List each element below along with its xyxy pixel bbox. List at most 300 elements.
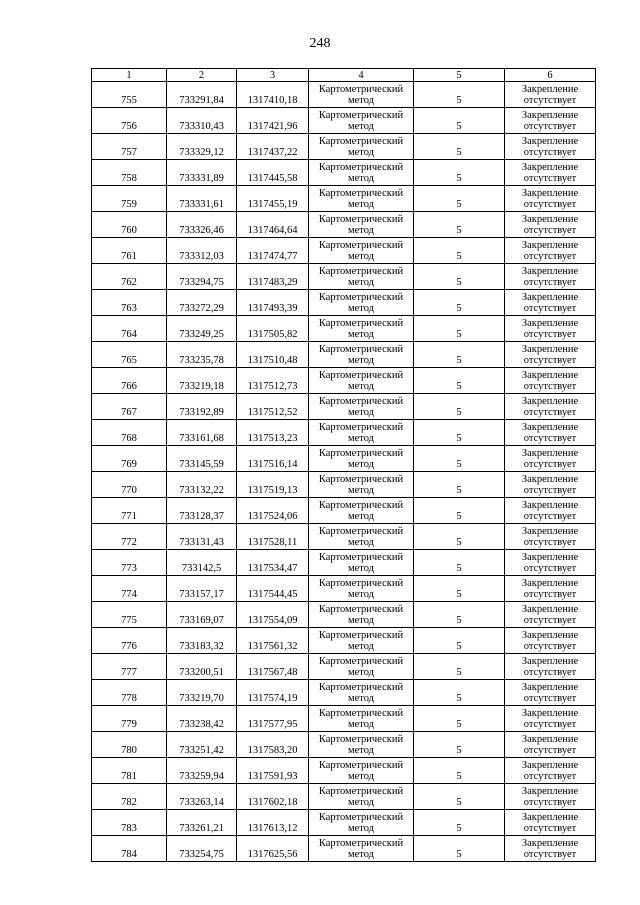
cell-x-coordinate: 733161,68 (167, 420, 237, 446)
cell-method (309, 810, 414, 836)
cell-fixing (505, 160, 596, 186)
cell-fixing-line2: отсутствует (523, 458, 577, 470)
cell-fixing (505, 108, 596, 134)
cell-y-coordinate: 1317512,52 (237, 394, 309, 420)
cell-method-line2: метод (347, 250, 375, 262)
cell-fixing-line2: отсутствует (523, 692, 577, 704)
cell-accuracy: 5 (414, 134, 505, 160)
cell-y-coordinate: 1317544,45 (237, 576, 309, 602)
cell-x-coordinate: 733128,37 (167, 498, 237, 524)
cell-fixing (505, 498, 596, 524)
cell-method-line2: метод (347, 770, 375, 782)
cell-y-coordinate: 1317554,09 (237, 602, 309, 628)
cell-fixing-line2: отсутствует (523, 562, 577, 574)
table-row (92, 394, 596, 420)
cell-fixing-line1: Закрепление (521, 525, 579, 537)
cell-method (309, 576, 414, 602)
cell-fixing-line1: Закрепление (521, 473, 579, 485)
table-row (92, 342, 596, 368)
cell-fixing-line1: Закрепление (521, 655, 579, 667)
cell-y-coordinate: 1317455,19 (237, 186, 309, 212)
column-header-3: 3 (237, 69, 309, 82)
cell-x-coordinate: 733157,17 (167, 576, 237, 602)
cell-fixing (505, 316, 596, 342)
table-row (92, 810, 596, 836)
cell-method-line2: метод (347, 796, 375, 808)
cell-y-coordinate: 1317591,93 (237, 758, 309, 784)
cell-fixing-line1: Закрепление (521, 759, 579, 771)
table-row (92, 186, 596, 212)
table-row (92, 758, 596, 784)
cell-method-line1: Картометрический (318, 707, 404, 719)
cell-fixing-line2: отсутствует (523, 120, 577, 132)
cell-fixing (505, 212, 596, 238)
cell-point-number: 780 (92, 732, 167, 758)
cell-fixing (505, 368, 596, 394)
cell-method-line2: метод (347, 640, 375, 652)
cell-accuracy: 5 (414, 628, 505, 654)
cell-fixing-line2: отсутствует (523, 250, 577, 262)
cell-y-coordinate: 1317474,77 (237, 238, 309, 264)
cell-method-line1: Картометрический (318, 291, 404, 303)
cell-y-coordinate: 1317602,18 (237, 784, 309, 810)
cell-fixing (505, 628, 596, 654)
cell-x-coordinate: 733261,21 (167, 810, 237, 836)
cell-point-number: 774 (92, 576, 167, 602)
cell-x-coordinate: 733219,18 (167, 368, 237, 394)
cell-method-line2: метод (347, 276, 375, 288)
cell-method (309, 316, 414, 342)
cell-accuracy: 5 (414, 82, 505, 108)
coordinates-table (91, 68, 596, 862)
cell-y-coordinate: 1317528,11 (237, 524, 309, 550)
cell-method (309, 368, 414, 394)
cell-x-coordinate: 733294,75 (167, 264, 237, 290)
cell-x-coordinate: 733263,14 (167, 784, 237, 810)
cell-fixing-line1: Закрепление (521, 109, 579, 121)
cell-accuracy: 5 (414, 550, 505, 576)
cell-point-number: 759 (92, 186, 167, 212)
cell-accuracy: 5 (414, 446, 505, 472)
cell-method (309, 446, 414, 472)
cell-fixing-line1: Закрепление (521, 603, 579, 615)
cell-method-line1: Картометрический (318, 603, 404, 615)
cell-fixing (505, 420, 596, 446)
cell-fixing-line2: отсутствует (523, 666, 577, 678)
cell-point-number: 781 (92, 758, 167, 784)
cell-y-coordinate: 1317516,14 (237, 446, 309, 472)
cell-point-number: 768 (92, 420, 167, 446)
cell-x-coordinate: 733310,43 (167, 108, 237, 134)
cell-x-coordinate: 733249,25 (167, 316, 237, 342)
table-row (92, 550, 596, 576)
cell-point-number: 784 (92, 836, 167, 862)
cell-y-coordinate: 1317483,29 (237, 264, 309, 290)
cell-fixing-line2: отсутствует (523, 536, 577, 548)
table-row (92, 654, 596, 680)
cell-fixing-line1: Закрепление (521, 785, 579, 797)
table-row (92, 238, 596, 264)
cell-fixing (505, 82, 596, 108)
table-row (92, 576, 596, 602)
table-row (92, 264, 596, 290)
cell-method-line2: метод (347, 120, 375, 132)
cell-accuracy: 5 (414, 472, 505, 498)
cell-point-number: 765 (92, 342, 167, 368)
cell-fixing-line2: отсутствует (523, 770, 577, 782)
cell-fixing-line2: отсутствует (523, 94, 577, 106)
cell-method-line2: метод (347, 198, 375, 210)
cell-accuracy: 5 (414, 810, 505, 836)
cell-fixing-line2: отсутствует (523, 796, 577, 808)
cell-method-line2: метод (347, 458, 375, 470)
cell-method-line1: Картометрический (318, 785, 404, 797)
table-row (92, 290, 596, 316)
cell-fixing-line2: отсутствует (523, 510, 577, 522)
cell-point-number: 757 (92, 134, 167, 160)
cell-method-line2: метод (347, 536, 375, 548)
cell-fixing-line1: Закрепление (521, 187, 579, 199)
cell-x-coordinate: 733326,46 (167, 212, 237, 238)
cell-y-coordinate: 1317577,95 (237, 706, 309, 732)
cell-fixing-line1: Закрепление (521, 499, 579, 511)
cell-fixing-line1: Закрепление (521, 135, 579, 147)
cell-method-line1: Картометрический (318, 395, 404, 407)
cell-method-line1: Картометрический (318, 187, 404, 199)
cell-method (309, 134, 414, 160)
cell-method-line2: метод (347, 146, 375, 158)
cell-fixing-line1: Закрепление (521, 577, 579, 589)
cell-method (309, 732, 414, 758)
cell-accuracy: 5 (414, 420, 505, 446)
cell-method-line2: метод (347, 484, 375, 496)
cell-fixing (505, 758, 596, 784)
cell-method (309, 160, 414, 186)
cell-accuracy: 5 (414, 784, 505, 810)
cell-method (309, 628, 414, 654)
cell-method-line1: Картометрический (318, 161, 404, 173)
cell-method (309, 290, 414, 316)
table-row (92, 420, 596, 446)
cell-method-line1: Картометрический (318, 499, 404, 511)
cell-fixing (505, 550, 596, 576)
column-header-5: 5 (414, 69, 505, 82)
cell-accuracy: 5 (414, 238, 505, 264)
cell-method-line1: Картометрический (318, 421, 404, 433)
cell-fixing (505, 290, 596, 316)
cell-fixing-line2: отсутствует (523, 406, 577, 418)
cell-method-line1: Картометрический (318, 837, 404, 849)
table-row (92, 212, 596, 238)
column-header-1: 1 (92, 69, 167, 82)
table-header-row (92, 69, 596, 82)
cell-method (309, 680, 414, 706)
cell-point-number: 782 (92, 784, 167, 810)
table-row (92, 732, 596, 758)
cell-accuracy: 5 (414, 212, 505, 238)
cell-method (309, 212, 414, 238)
cell-method-line1: Картометрический (318, 239, 404, 251)
table-row (92, 680, 596, 706)
cell-point-number: 766 (92, 368, 167, 394)
cell-accuracy: 5 (414, 290, 505, 316)
cell-method-line1: Картометрический (318, 109, 404, 121)
cell-method-line2: метод (347, 510, 375, 522)
cell-fixing-line2: отсутствует (523, 614, 577, 626)
cell-method (309, 264, 414, 290)
cell-y-coordinate: 1317505,82 (237, 316, 309, 342)
cell-method-line1: Картометрический (318, 681, 404, 693)
cell-fixing-line1: Закрепление (521, 733, 579, 745)
cell-fixing-line2: отсутствует (523, 848, 577, 860)
table-row (92, 836, 596, 862)
cell-y-coordinate: 1317410,18 (237, 82, 309, 108)
cell-accuracy: 5 (414, 160, 505, 186)
cell-x-coordinate: 733312,03 (167, 238, 237, 264)
cell-method-line2: метод (347, 614, 375, 626)
cell-point-number: 771 (92, 498, 167, 524)
cell-method-line1: Картометрический (318, 265, 404, 277)
cell-method (309, 784, 414, 810)
cell-y-coordinate: 1317437,22 (237, 134, 309, 160)
cell-point-number: 778 (92, 680, 167, 706)
table-row (92, 498, 596, 524)
cell-point-number: 777 (92, 654, 167, 680)
cell-fixing (505, 680, 596, 706)
cell-method (309, 82, 414, 108)
cell-method-line1: Картометрический (318, 733, 404, 745)
cell-x-coordinate: 733132,22 (167, 472, 237, 498)
cell-fixing (505, 264, 596, 290)
cell-fixing-line1: Закрепление (521, 265, 579, 277)
cell-x-coordinate: 733131,43 (167, 524, 237, 550)
cell-method (309, 706, 414, 732)
column-header-6: 6 (505, 69, 596, 82)
cell-fixing-line1: Закрепление (521, 421, 579, 433)
cell-fixing (505, 472, 596, 498)
table-row (92, 316, 596, 342)
cell-method-line1: Картометрический (318, 135, 404, 147)
cell-x-coordinate: 733219,70 (167, 680, 237, 706)
cell-method-line1: Картометрический (318, 577, 404, 589)
cell-point-number: 776 (92, 628, 167, 654)
table-row (92, 706, 596, 732)
cell-fixing-line1: Закрепление (521, 213, 579, 225)
cell-fixing (505, 654, 596, 680)
cell-method (309, 420, 414, 446)
cell-fixing-line2: отсутствует (523, 380, 577, 392)
table-row (92, 160, 596, 186)
cell-y-coordinate: 1317574,19 (237, 680, 309, 706)
cell-method-line2: метод (347, 718, 375, 730)
cell-fixing-line1: Закрепление (521, 447, 579, 459)
table-row (92, 82, 596, 108)
cell-method (309, 602, 414, 628)
cell-method (309, 238, 414, 264)
cell-accuracy: 5 (414, 602, 505, 628)
cell-method (309, 836, 414, 862)
cell-point-number: 772 (92, 524, 167, 550)
cell-method (309, 524, 414, 550)
cell-x-coordinate: 733145,59 (167, 446, 237, 472)
cell-method-line2: метод (347, 666, 375, 678)
cell-y-coordinate: 1317464,64 (237, 212, 309, 238)
cell-accuracy: 5 (414, 498, 505, 524)
cell-fixing (505, 810, 596, 836)
cell-x-coordinate: 733200,51 (167, 654, 237, 680)
cell-method-line2: метод (347, 224, 375, 236)
cell-method-line1: Картометрический (318, 551, 404, 563)
table-row (92, 446, 596, 472)
cell-method-line2: метод (347, 172, 375, 184)
table-row (92, 524, 596, 550)
cell-y-coordinate: 1317421,96 (237, 108, 309, 134)
cell-method-line1: Картометрический (318, 655, 404, 667)
cell-method (309, 498, 414, 524)
cell-point-number: 763 (92, 290, 167, 316)
cell-point-number: 779 (92, 706, 167, 732)
cell-fixing-line2: отсутствует (523, 172, 577, 184)
cell-fixing-line1: Закрепление (521, 161, 579, 173)
cell-fixing (505, 784, 596, 810)
cell-method (309, 758, 414, 784)
cell-method-line2: метод (347, 848, 375, 860)
cell-point-number: 756 (92, 108, 167, 134)
cell-y-coordinate: 1317512,73 (237, 368, 309, 394)
cell-y-coordinate: 1317513,23 (237, 420, 309, 446)
cell-point-number: 755 (92, 82, 167, 108)
cell-accuracy: 5 (414, 394, 505, 420)
cell-fixing-line2: отсутствует (523, 432, 577, 444)
cell-fixing-line1: Закрепление (521, 343, 579, 355)
cell-fixing (505, 576, 596, 602)
cell-y-coordinate: 1317524,06 (237, 498, 309, 524)
cell-point-number: 764 (92, 316, 167, 342)
cell-method-line1: Картометрический (318, 811, 404, 823)
cell-accuracy: 5 (414, 758, 505, 784)
cell-method-line2: метод (347, 744, 375, 756)
page-number: 248 (309, 36, 331, 51)
table-row (92, 628, 596, 654)
table-row (92, 602, 596, 628)
cell-fixing-line2: отсутствует (523, 354, 577, 366)
cell-fixing-line1: Закрепление (521, 707, 579, 719)
cell-fixing (505, 186, 596, 212)
cell-y-coordinate: 1317510,48 (237, 342, 309, 368)
cell-method-line2: метод (347, 406, 375, 418)
cell-fixing-line1: Закрепление (521, 317, 579, 329)
cell-accuracy: 5 (414, 316, 505, 342)
cell-accuracy: 5 (414, 108, 505, 134)
cell-fixing (505, 524, 596, 550)
cell-point-number: 769 (92, 446, 167, 472)
cell-x-coordinate: 733331,89 (167, 160, 237, 186)
cell-fixing-line1: Закрепление (521, 551, 579, 563)
cell-method-line2: метод (347, 380, 375, 392)
cell-fixing (505, 706, 596, 732)
column-header-4: 4 (309, 69, 414, 82)
cell-x-coordinate: 733254,75 (167, 836, 237, 862)
cell-fixing (505, 342, 596, 368)
cell-fixing-line2: отсутствует (523, 146, 577, 158)
cell-method-line1: Картометрический (318, 369, 404, 381)
cell-y-coordinate: 1317519,13 (237, 472, 309, 498)
cell-point-number: 758 (92, 160, 167, 186)
cell-fixing (505, 134, 596, 160)
cell-point-number: 767 (92, 394, 167, 420)
cell-method-line1: Картометрический (318, 213, 404, 225)
table-row (92, 472, 596, 498)
cell-fixing-line2: отсутствует (523, 198, 577, 210)
cell-y-coordinate: 1317567,48 (237, 654, 309, 680)
cell-fixing-line1: Закрепление (521, 681, 579, 693)
cell-method-line1: Картометрический (318, 759, 404, 771)
cell-accuracy: 5 (414, 186, 505, 212)
cell-fixing-line1: Закрепление (521, 369, 579, 381)
cell-x-coordinate: 733331,61 (167, 186, 237, 212)
cell-fixing-line2: отсутствует (523, 302, 577, 314)
cell-method (309, 394, 414, 420)
cell-accuracy: 5 (414, 836, 505, 862)
cell-method-line1: Картометрический (318, 343, 404, 355)
cell-fixing-line2: отсутствует (523, 744, 577, 756)
cell-x-coordinate: 733291,84 (167, 82, 237, 108)
cell-x-coordinate: 733235,78 (167, 342, 237, 368)
cell-method (309, 342, 414, 368)
cell-method-line1: Картометрический (318, 83, 404, 95)
cell-fixing (505, 394, 596, 420)
cell-x-coordinate: 733183,32 (167, 628, 237, 654)
cell-accuracy: 5 (414, 264, 505, 290)
cell-fixing-line1: Закрепление (521, 395, 579, 407)
cell-y-coordinate: 1317493,39 (237, 290, 309, 316)
cell-x-coordinate: 733142,5 (167, 550, 237, 576)
cell-method-line1: Картометрический (318, 317, 404, 329)
table-row (92, 784, 596, 810)
cell-x-coordinate: 733192,89 (167, 394, 237, 420)
cell-method (309, 108, 414, 134)
cell-accuracy: 5 (414, 524, 505, 550)
column-header-2: 2 (167, 69, 237, 82)
cell-fixing-line1: Закрепление (521, 83, 579, 95)
cell-x-coordinate: 733238,42 (167, 706, 237, 732)
cell-method-line2: метод (347, 94, 375, 106)
cell-method (309, 186, 414, 212)
cell-accuracy: 5 (414, 680, 505, 706)
cell-method-line2: метод (347, 822, 375, 834)
cell-fixing-line2: отсутствует (523, 224, 577, 236)
cell-point-number: 773 (92, 550, 167, 576)
cell-method (309, 654, 414, 680)
cell-fixing-line2: отсутствует (523, 822, 577, 834)
cell-accuracy: 5 (414, 368, 505, 394)
cell-method-line1: Картометрический (318, 525, 404, 537)
cell-x-coordinate: 733259,94 (167, 758, 237, 784)
cell-fixing-line1: Закрепление (521, 811, 579, 823)
cell-method-line2: метод (347, 692, 375, 704)
cell-point-number: 762 (92, 264, 167, 290)
cell-method-line2: метод (347, 354, 375, 366)
cell-fixing-line2: отсутствует (523, 718, 577, 730)
cell-method (309, 550, 414, 576)
cell-fixing-line2: отсутствует (523, 328, 577, 340)
cell-accuracy: 5 (414, 732, 505, 758)
cell-fixing (505, 836, 596, 862)
cell-method (309, 472, 414, 498)
cell-x-coordinate: 733329,12 (167, 134, 237, 160)
cell-fixing-line2: отсутствует (523, 484, 577, 496)
table-row (92, 108, 596, 134)
